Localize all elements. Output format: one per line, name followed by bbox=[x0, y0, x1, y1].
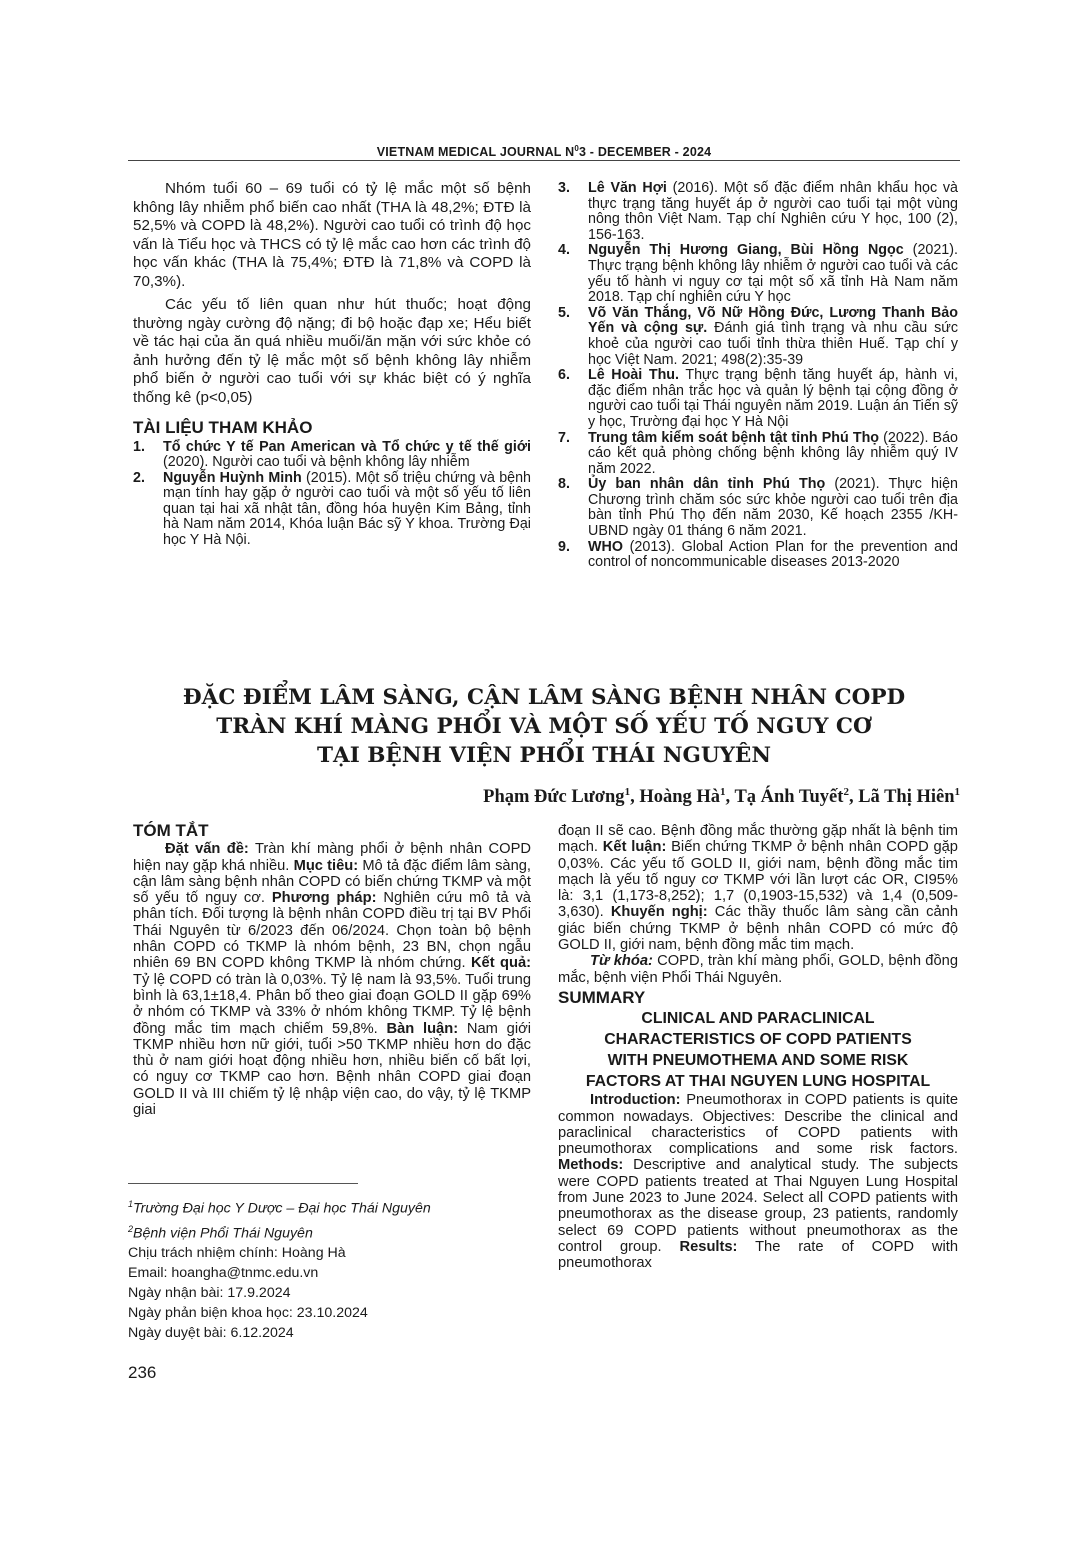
reference-details: (2021). Thực hiện Chương trình chăm sóc sức khỏe người cao tuổi trên địa bàn tỉnh Phú Thọ đến năm 2030, Kế hoạch 2355 /KH-UBND ngày 01 tháng 6 năm 2021. bbox=[588, 476, 958, 540]
author-affiliation-sup: 1 bbox=[954, 786, 960, 798]
reference-item bbox=[558, 306, 958, 368]
reference-item bbox=[133, 471, 531, 549]
left-column-top bbox=[133, 180, 531, 549]
affiliation-1 bbox=[128, 1194, 548, 1219]
affiliation-1-text: Trường Đại học Y Dược – Đại học Thái Nguyên bbox=[133, 1200, 431, 1217]
footnote-rule bbox=[128, 1183, 358, 1184]
article-title-line-3: TẠI BỆNH VIỆN PHỔI THÁI NGUYÊN bbox=[317, 743, 771, 768]
reference-details: Thực trạng bệnh tăng huyết áp, hành vi, đặc điểm nhân trắc học và quản lý bệnh tại cộng đồng ở người cao tuổi tại Thái nguyên năm 2019. Luận án Tiến sỹ y học, Trường đại học Y Hà Nội bbox=[588, 367, 958, 430]
author-affiliation-sup: 1 bbox=[720, 786, 726, 798]
text-methods: Descriptive and analytical study. The subjects were COPD patients treated at Thai Nguyen Lung Hospital from June 2023 to June 2024. Select all COPD patients with pneumothorax as the disease group, 23 patients, randomly select 69 COPD patients without pneumothorax as the control group. bbox=[558, 1157, 958, 1255]
text-continuation: đoạn II sẽ cao. Bệnh đồng mắc thường gặp nhất là bệnh tim mạch. bbox=[558, 823, 958, 856]
keywords bbox=[558, 953, 958, 986]
reference-text bbox=[588, 181, 958, 243]
reference-item bbox=[558, 431, 958, 478]
english-title-line-1: CLINICAL AND PARACLINICAL bbox=[641, 1010, 875, 1028]
author-name: Tạ Ánh Tuyết bbox=[734, 787, 844, 808]
english-title-line-2: CHARACTERISTICS OF COPD PATIENTS bbox=[604, 1031, 912, 1049]
text-ket-qua: Tỷ lệ COPD có tràn là 0,03%. Tỷ lệ nam là 93,5%. Tuổi trung bình là 63,1±18,4. Phân bố theo giai đoạn GOLD II gặp 69% ở nhóm có TKMP và 33% ở nhóm không TKMP. Tỷ lệ bệnh đồng mắc tim mạch chiếm 59,8%. bbox=[133, 971, 531, 1037]
abstract-continuation bbox=[558, 823, 958, 1272]
reference-item bbox=[558, 243, 958, 305]
reference-item bbox=[558, 540, 958, 571]
text-introduction: Pneumothorax in COPD patients is quite common nowadays. Objectives: Describe the clinical and paraclinical characteristics of COPD patients with pneumothorax complications and some risk factors. bbox=[558, 1092, 958, 1158]
article-title-line-1: ĐẶC ĐIỂM LÂM SÀNG, CẬN LÂM SÀNG BỆNH NHÂN COPD bbox=[182, 685, 906, 710]
label-phuong-phap: Phương pháp: bbox=[271, 890, 377, 907]
reference-authors: Lê Hoài Thu. bbox=[588, 367, 680, 384]
text-muc-tieu: Mô tả đặc điểm lâm sàng, cận lâm sàng bệnh nhân COPD có biến chứng TKMP và một số yếu tố nguy cơ. bbox=[133, 857, 531, 907]
reference-item bbox=[558, 181, 958, 243]
reference-number: 9. bbox=[558, 538, 570, 555]
author-name: Lã Thị Hiên bbox=[858, 787, 955, 808]
header-rule bbox=[128, 160, 960, 161]
reference-authors: Ủy ban nhân dân tỉnh Phú Thọ bbox=[588, 476, 826, 493]
footnotes bbox=[128, 1194, 548, 1343]
author-separator: , bbox=[630, 787, 640, 808]
reference-authors: Võ Văn Thắng, Võ Nữ Hồng Đức, Lương Thanh Bảo Yến và cộng sự. bbox=[588, 304, 958, 337]
running-head-sup: 0 bbox=[574, 144, 579, 153]
reference-text bbox=[163, 471, 531, 549]
article-title-line-2: TRÀN KHÍ MÀNG PHỔI VÀ MỘT SỐ YẾU TỐ NGUY CƠ bbox=[216, 714, 872, 739]
english-title-line-3: WITH PNEUMOTHEMA AND SOME RISK bbox=[607, 1052, 909, 1070]
label-ban-luan: Bàn luận: bbox=[386, 1020, 459, 1037]
affiliation-1-sup: 1 bbox=[128, 1199, 134, 1209]
abstract-vi-body bbox=[133, 841, 531, 1118]
reference-details: (2016). Một số đặc điểm nhân khẩu học và thực trạng tăng huyết áp ở người cao tuổi tại một vùng nông thôn Việt Nam. Tạp chí Nghiên cứu Y học, 100 (2), 156-163. bbox=[588, 180, 959, 243]
date-accepted: Ngày duyệt bài: 6.12.2024 bbox=[128, 1325, 294, 1342]
reference-authors: Nguyễn Huỳnh Minh bbox=[163, 469, 302, 486]
article-title bbox=[128, 683, 960, 770]
page-number: 236 bbox=[128, 1363, 157, 1382]
author-affiliation-sup: 2 bbox=[843, 786, 849, 798]
reference-item bbox=[558, 368, 958, 430]
abstract-vi-heading: TÓM TẮT bbox=[133, 821, 209, 840]
author-list bbox=[128, 786, 960, 808]
author-name: Phạm Đức Lương bbox=[483, 787, 625, 808]
affiliation-2-sup: 2 bbox=[128, 1223, 134, 1234]
reference-authors: Lê Văn Hợi bbox=[588, 180, 667, 196]
reference-details: Đánh giá tình trạng và nhu cầu sức khoẻ của người cao tuổi tỉnh thừa thiên Huế. Tạp chí y học Việt Nam. 2021; 498(2):35-39 bbox=[588, 320, 958, 368]
running-head bbox=[128, 144, 960, 159]
running-head-suffix: 3 - DECEMBER - 2024 bbox=[578, 145, 712, 160]
references-list-left bbox=[133, 440, 531, 549]
references-list-right bbox=[558, 181, 958, 571]
english-title bbox=[558, 1008, 958, 1092]
reference-item bbox=[558, 477, 958, 539]
label-dat-van-de: Đặt vấn đề: bbox=[165, 841, 249, 858]
label-keywords: Từ khóa: bbox=[590, 953, 653, 970]
right-column-top bbox=[558, 181, 958, 571]
reference-number: 1. bbox=[133, 438, 145, 455]
text-ket-luan: Biến chứng TKMP ở bệnh nhân COPD gặp 0,03%. Các yếu tố GOLD II, giới nam, bệnh đồng mắc tim mạch là yếu tố nguy cơ TKMP với lần lượt các OR, CI95% là: 3,1 (1,173-8,252); 1,7 (0,1903-15,532) và 1,4 (0,509-3,630). bbox=[558, 839, 958, 921]
corresponding-email: Email: hoangha@tnmc.edu.vn bbox=[128, 1265, 319, 1282]
reference-number: 3. bbox=[558, 180, 570, 196]
reference-text bbox=[588, 368, 958, 430]
summary-heading: SUMMARY bbox=[558, 987, 646, 1007]
reference-authors: Trung tâm kiểm soát bệnh tật tỉnh Phú Thọ bbox=[588, 429, 880, 446]
text-results: The rate of COPD with pneumothorax bbox=[558, 1238, 958, 1272]
reference-authors: Tổ chức Y tế Pan American và Tổ chức y tế thế giới bbox=[163, 438, 531, 455]
abstract-vi-continuation bbox=[558, 823, 958, 953]
label-muc-tieu: Mục tiêu: bbox=[293, 857, 359, 874]
corresponding-author: Chịu trách nhiệm chính: Hoàng Hà bbox=[128, 1245, 346, 1262]
text-dat-van-de: Tràn khí màng phổi ở bệnh nhân COPD hiện nay gặp khá nhiều. bbox=[133, 841, 531, 874]
references-heading: TÀI LIỆU THAM KHẢO bbox=[133, 418, 313, 437]
reference-text bbox=[588, 306, 958, 368]
reference-number: 2. bbox=[133, 469, 145, 486]
author-separator: , bbox=[848, 787, 859, 808]
reference-number: 6. bbox=[558, 367, 570, 384]
reference-number: 4. bbox=[558, 242, 570, 259]
reference-number: 8. bbox=[558, 476, 570, 493]
abstract-en-body bbox=[558, 1092, 958, 1271]
author-affiliation-sup: 1 bbox=[624, 786, 631, 798]
reference-item bbox=[133, 440, 531, 471]
abstract-vietnamese bbox=[133, 823, 531, 1118]
reference-details: (2015). Một số triệu chứng và bệnh mạn tính hay gặp ở người cao tuổi và một số yếu tố liên quan tại hai xã nhật tân, đồng hóa huyện Kim Bảng, tỉnh hà Nam năm 2014, Khóa luận Bác sỹ Y khoa. Trường Đại học Y Hà Nội. bbox=[163, 469, 531, 549]
english-title-line-4: FACTORS AT THAI NGUYEN LUNG HOSPITAL bbox=[585, 1073, 931, 1091]
reference-details: (2021). Thực trạng bệnh không lây nhiễm ở người cao tuổi và các yếu tố hành vi nguy cơ tại một số xã tỉnh Hà Nam năm 2018. Tạp chí nghiên cứu Y học bbox=[588, 242, 958, 306]
running-head-prefix: VIETNAM MEDICAL JOURNAL N bbox=[376, 145, 575, 160]
reference-text bbox=[588, 540, 958, 571]
reference-details: (2022). Báo cáo kết quả phòng chống bệnh không lây nhiễm quý IV năm 2022. bbox=[588, 429, 958, 477]
reference-number: 7. bbox=[558, 429, 570, 446]
conclusion-paragraph-1: Nhóm tuổi 60 – 69 tuổi có tỷ lệ mắc một số bệnh không lây nhiễm phổ biến cao nhất (THA là 48,2%; ĐTĐ là 52,5% và COPD là 48,2%). Người cao tuổi có trình độ học vấn là Tiểu học và THCS có tỷ lệ mắc cao hơn các trình độ học vấn khác (THA là 75,4%; ĐTĐ là 71,8% và COPD là 70,3%). bbox=[133, 180, 531, 290]
author-name: Hoàng Hà bbox=[639, 787, 721, 808]
text-ban-luan: Nam giới TKMP nhiều hơn nữ giới, tuổi >50 TKMP nhiều hơn do đặc thù ở nam giới hoạt động nhiều hơn, nhiều biến cố bất lợi, có nguy cơ TKMP cao hơn. Bệnh nhân COPD giai đoạn GOLD II và III chiếm tỷ lệ nhập viện cao, do vậy, tỷ lệ TKMP giai bbox=[133, 1020, 531, 1119]
author-separator: , bbox=[725, 787, 735, 808]
reference-details: (2013). Global Action Plan for the prevention and control of noncommunicable diseases 2013-2020 bbox=[588, 538, 958, 571]
text-phuong-phap: Nghiên cứu mô tả và phân tích. Đối tượng là bệnh nhân COPD điều trị tại BV Phổi Thái Nguyên từ 6/2023 đến 06/2024. Chọn toàn bộ bệnh nhân COPD có TKMP là nhóm bệnh, 23 BN, chọn ngẫu nhiên 69 BN COPD không TKMP là nhóm chứng. bbox=[133, 890, 531, 972]
reference-text bbox=[588, 431, 958, 478]
label-results: Results: bbox=[679, 1238, 738, 1255]
reference-number: 5. bbox=[558, 304, 570, 321]
date-received: Ngày nhận bài: 17.9.2024 bbox=[128, 1285, 291, 1302]
reference-text bbox=[588, 477, 958, 539]
label-ket-luan: Kết luận: bbox=[602, 839, 667, 856]
reference-text bbox=[163, 440, 531, 471]
affiliation-2-text: Bệnh viện Phổi Thái Nguyên bbox=[133, 1225, 313, 1242]
text-keywords: COPD, tràn khí màng phổi, GOLD, bệnh đồng mắc, bệnh viện Phổi Thái Nguyên. bbox=[558, 953, 958, 986]
reference-text bbox=[588, 243, 958, 305]
reference-authors: Nguyễn Thị Hương Giang, Bùi Hồng Ngọc bbox=[588, 242, 904, 259]
reference-authors: WHO bbox=[588, 538, 623, 555]
reference-details: (2020). Người cao tuổi và bệnh không lây nhiễm bbox=[163, 454, 470, 471]
label-methods: Methods: bbox=[558, 1157, 624, 1174]
affiliation-2 bbox=[128, 1219, 548, 1244]
label-introduction: Introduction: bbox=[590, 1092, 681, 1109]
conclusion-paragraph-2: Các yếu tố liên quan như hút thuốc; hoạt động thường ngày cường độ nặng; đi bộ hoặc đạp xe; Hểu biết về tác hại của ăn quá nhiều muối/ăn mặn với sức khỏe có ảnh hưởng đến tỷ lệ mắc một số bệnh không lây nhiễm phổ biến ở người cao tuổi với sự khác biệt có ý nghĩa thống kê (p<0,05) bbox=[133, 296, 531, 406]
text-khuyen-nghi: Các thầy thuốc lâm sàng cần cảnh giác biến chứng TKMP ở bệnh nhân COPD có mức độ GOLD II, giới nam, bệnh đồng mắc tim mạch. bbox=[558, 904, 959, 954]
date-reviewed: Ngày phản biện khoa học: 23.10.2024 bbox=[128, 1305, 368, 1322]
label-ket-qua: Kết quả: bbox=[470, 955, 532, 972]
label-khuyen-nghi: Khuyến nghị: bbox=[610, 904, 708, 921]
